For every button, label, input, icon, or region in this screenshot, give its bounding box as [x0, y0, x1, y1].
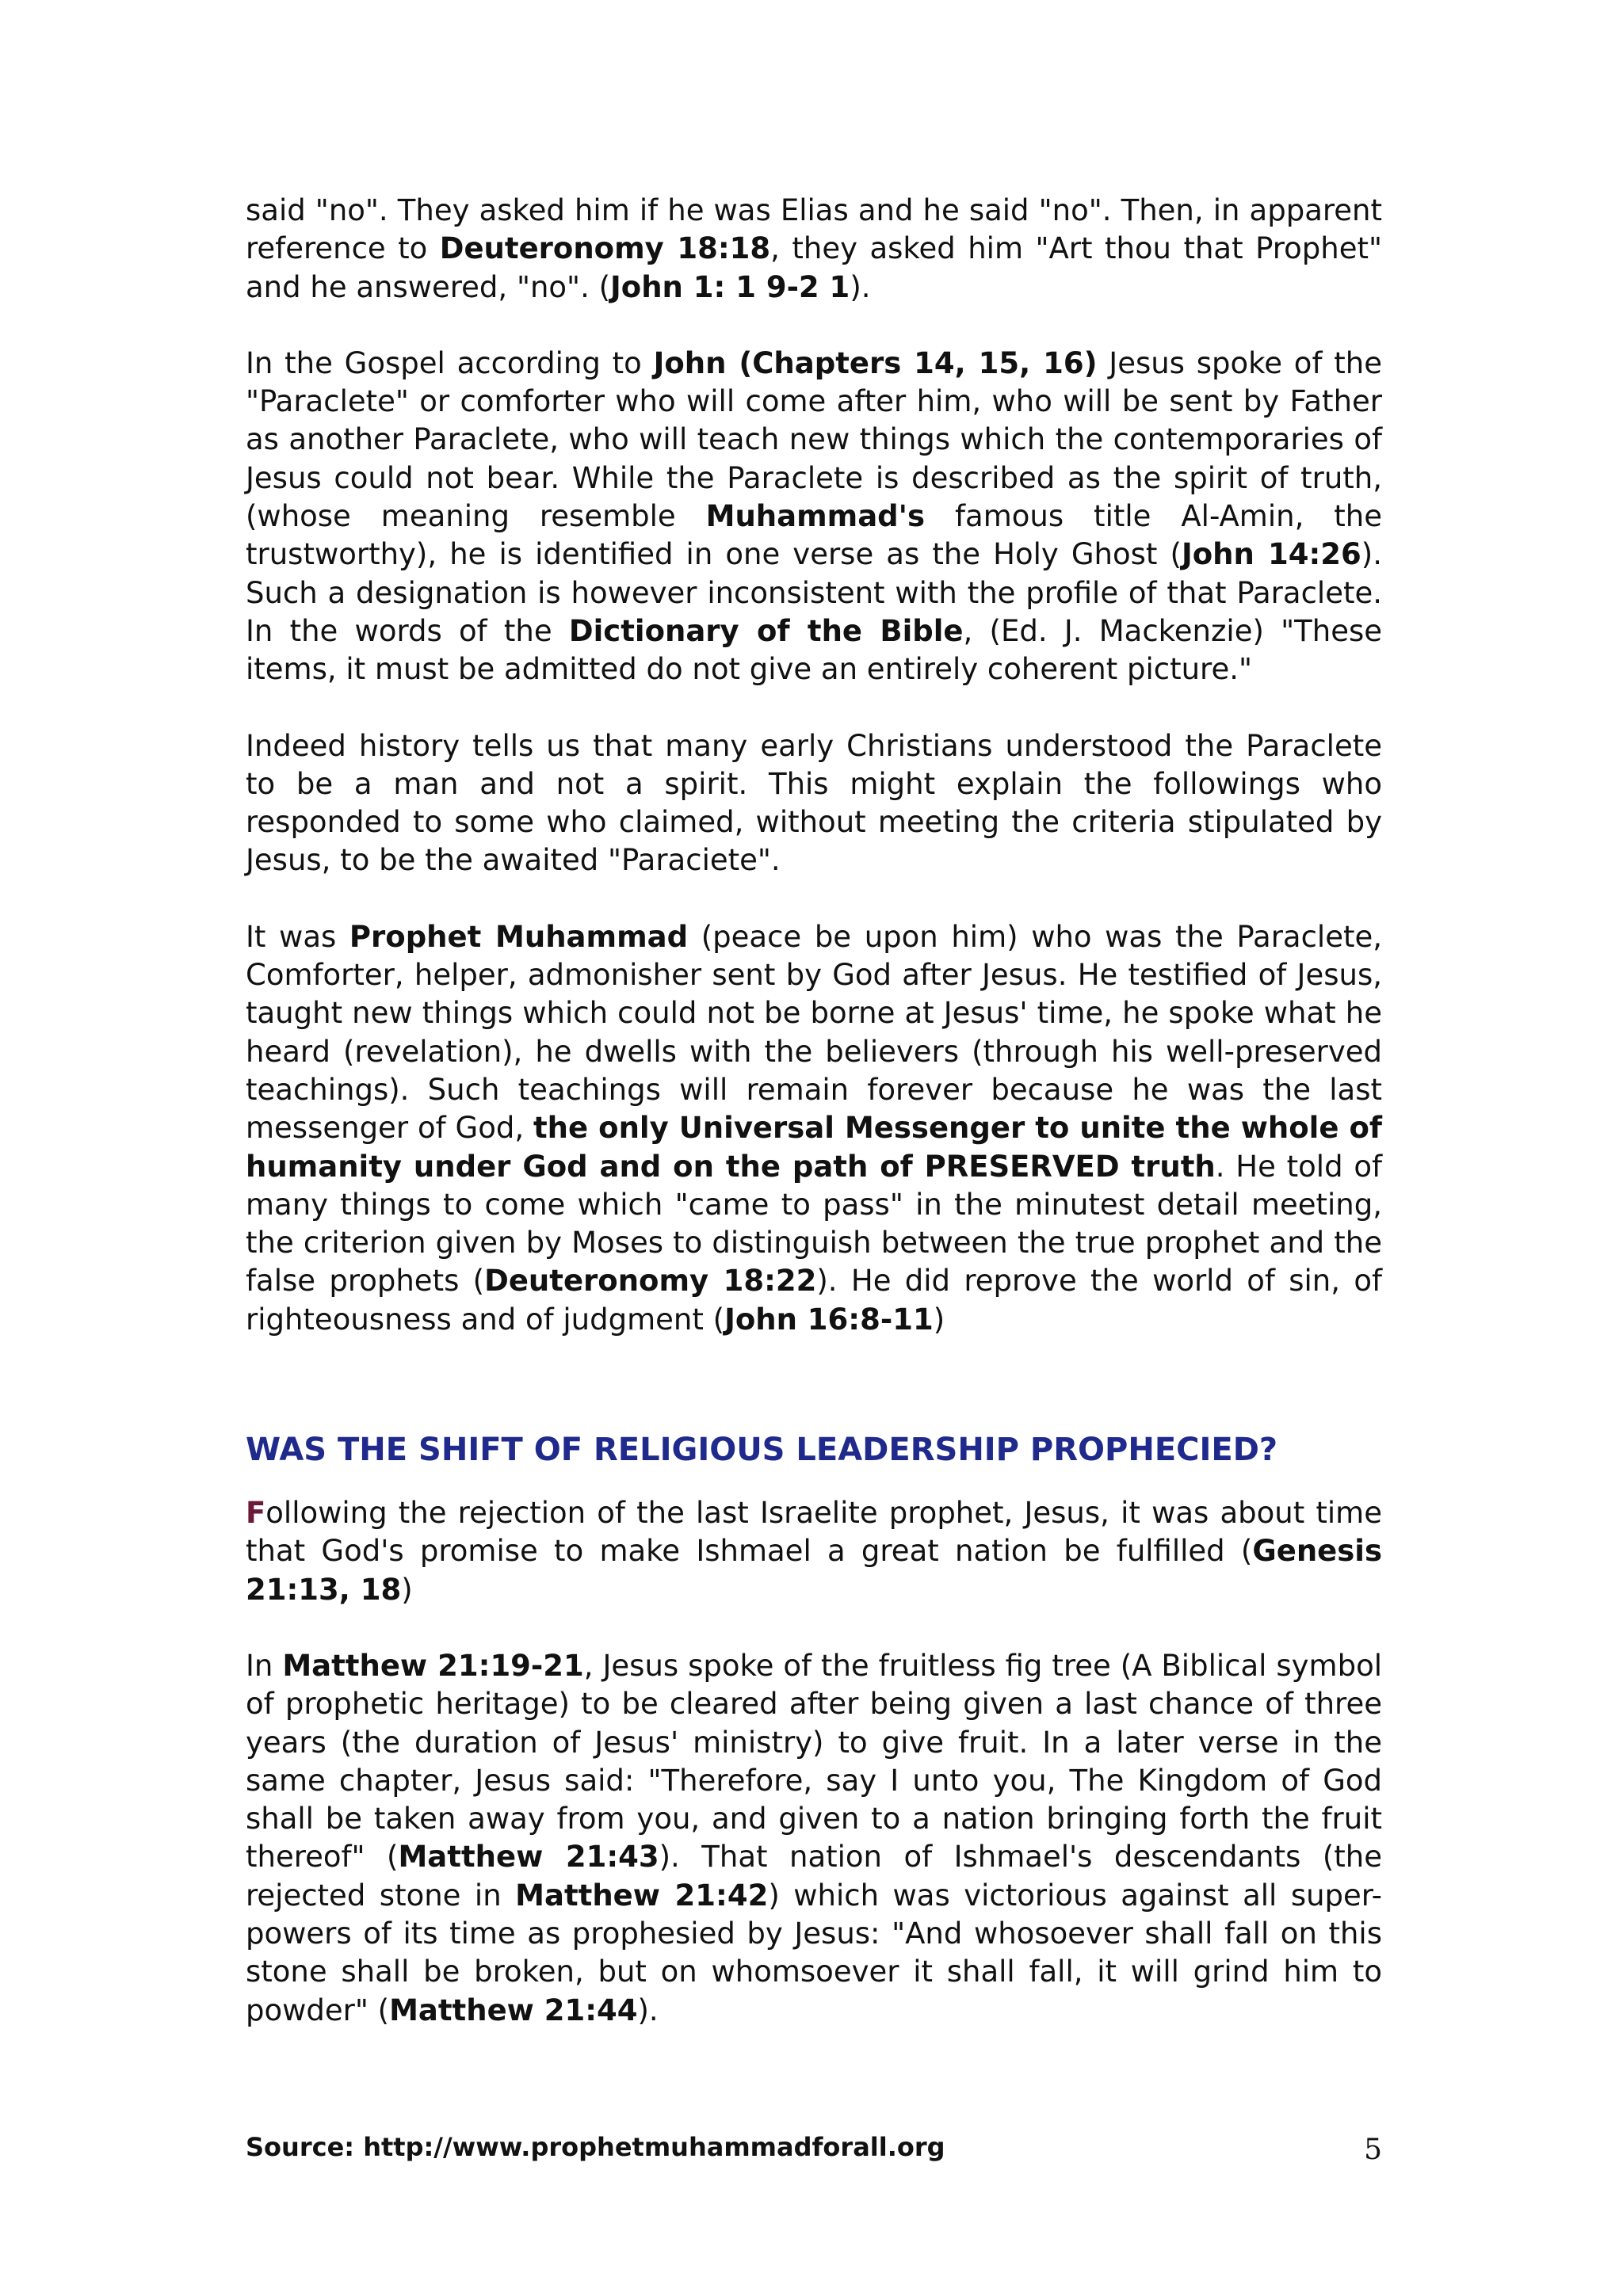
- paragraph-text: Indeed history tells us that many early Christians understood the Paraclete to be a man and not a spirit. This might explain the followings who responded to some who claimed, without meeting the criteria stipulated by Jesus, to be the awaited "Paraciete".: [246, 728, 1382, 878]
- paragraph-prophet-muhammad: [246, 918, 1382, 1339]
- paragraph-ishmael-promise: [246, 1494, 1382, 1609]
- scripture-reference: Matthew 21:42: [515, 1878, 769, 1913]
- paragraph-spacer: [246, 307, 1382, 345]
- page-number: 5: [1364, 2134, 1382, 2166]
- scripture-reference: Matthew 21:43: [398, 1840, 659, 1875]
- paragraph-paraclete-gospel: [246, 345, 1382, 689]
- drop-cap-letter: F: [246, 1496, 266, 1531]
- bold-name: Muhammad's: [705, 499, 926, 534]
- paragraph-fig-tree: [246, 1647, 1382, 2030]
- paragraph-text: , (Ed. J. Mackenzie) "These items, it must be admitted do not give an entirely coherent picture.": [246, 613, 1383, 687]
- heading-spacer: [246, 1470, 1382, 1494]
- scripture-reference: Matthew 21:44: [389, 1993, 638, 2027]
- paragraph-text: ollowing the rejection of the last Israelite prophet, Jesus, it was about time that God's promise to make Ishmael a great nation be fulfilled (: [246, 1496, 1382, 1569]
- paragraph-text: In: [246, 1648, 283, 1683]
- scripture-reference: John 1: 1 9-2 1: [610, 269, 850, 304]
- paragraph-spacer: [246, 689, 1382, 727]
- paragraph-text: Jesus spoke of the "Paraclete" or comforter who will come after him, who will be sent by Father as another Paraclete, who will teach new things which the contemporaries of Jesus could not bear. While the Paraclete is described as the spirit of truth, (whose meaning resemble: [246, 345, 1382, 534]
- paragraph-text: . He told of many things to come which "came to pass" in the minutest detail meeting, the criterion given by Moses to distinguish between the true prophet and the false prophets (: [246, 1149, 1382, 1299]
- paragraph-text: ) which was victorious against all super-powers of its time as prophesied by Jesus: "And whosoever shall fall on this stone shall be broken, but on whomsoever it shall fall, it will grind him to powder" (: [246, 1878, 1382, 2027]
- page-footer: [246, 2131, 1382, 2179]
- scripture-reference: Matthew 21:19-21: [282, 1648, 584, 1683]
- source-line: Source: http://www.prophetmuhammadforall.org: [246, 2132, 945, 2162]
- paragraph-text: It was: [246, 919, 349, 954]
- paragraph-text: famous title Al-Amin, the trustworthy), he is identified in one verse as the Holy Ghost (: [246, 499, 1383, 572]
- paragraph-text: (peace be upon him) who was the Paraclete, Comforter, helper, admonisher sent by God after Jesus. He testified of Jesus, taught new things which could not be borne at Jesus' time, he spoke what he heard (revelation), he dwells with the believers (through his well-preserved teachings). Such teachings will remain forever because he was the last messenger of God,: [246, 919, 1383, 1146]
- page-content: [246, 192, 1382, 2030]
- paragraph-early-christians: [246, 727, 1382, 880]
- bold-emphasis: the only Universal Messenger to unite the whole of humanity under God and on the path of PRESERVED truth: [246, 1111, 1382, 1184]
- paragraph-text: ). That nation of Ishmael's descendants (the rejected stone in: [246, 1840, 1383, 1913]
- section-heading: WAS THE SHIFT OF RELIGIOUS LEADERSHIP PROPHECIED?: [246, 1432, 1278, 1469]
- paragraph-text: , Jesus spoke of the fruitless fig tree (A Biblical symbol of prophetic heritage) to be cleared after being given a last chance of three years (the duration of Jesus' ministry) to give fruit. In a later verse in the same chapter, Jesus said: "Therefore, say I unto you, The Kingdom of God shall be taken away from you, and given to a nation bringing forth the fruit thereof" (: [246, 1648, 1382, 1875]
- scripture-reference: John 16:8-11: [724, 1302, 934, 1337]
- paragraph-elias-prophet: [246, 192, 1382, 307]
- paragraph-spacer: [246, 880, 1382, 918]
- paragraph-text: ). He did reprove the world of sin, of righteousness and of judgment (: [246, 1264, 1382, 1337]
- paragraph-text: ). Such a designation is however inconsistent with the profile of that Paraclete. In the words of the: [246, 537, 1382, 648]
- paragraph-text: said "no". They asked him if he was Elias and he said "no". Then, in apparent reference to: [246, 193, 1382, 266]
- bold-name: Prophet Muhammad: [349, 919, 689, 954]
- section-spacer: [246, 1339, 1382, 1429]
- paragraph-text: In the Gospel according to: [246, 345, 654, 380]
- paragraph-text: , they asked him "Art thou that Prophet" and he answered, "no". (: [246, 231, 1382, 304]
- paragraph-text: ): [933, 1302, 945, 1337]
- paragraph-spacer: [246, 1609, 1382, 1647]
- paragraph-text: ).: [850, 269, 871, 304]
- scripture-reference: John 14:26: [1181, 537, 1361, 572]
- scripture-reference: Deuteronomy 18:22: [484, 1264, 817, 1299]
- book-title: Dictionary of the Bible: [568, 613, 964, 648]
- paragraph-text: ).: [637, 1993, 659, 2027]
- scripture-reference: Deuteronomy 18:18: [439, 231, 771, 266]
- scripture-reference: Genesis 21:13, 18: [246, 1534, 1382, 1607]
- paragraph-text: ): [401, 1572, 413, 1607]
- scripture-reference: John (Chapters 14, 15, 16): [653, 345, 1098, 380]
